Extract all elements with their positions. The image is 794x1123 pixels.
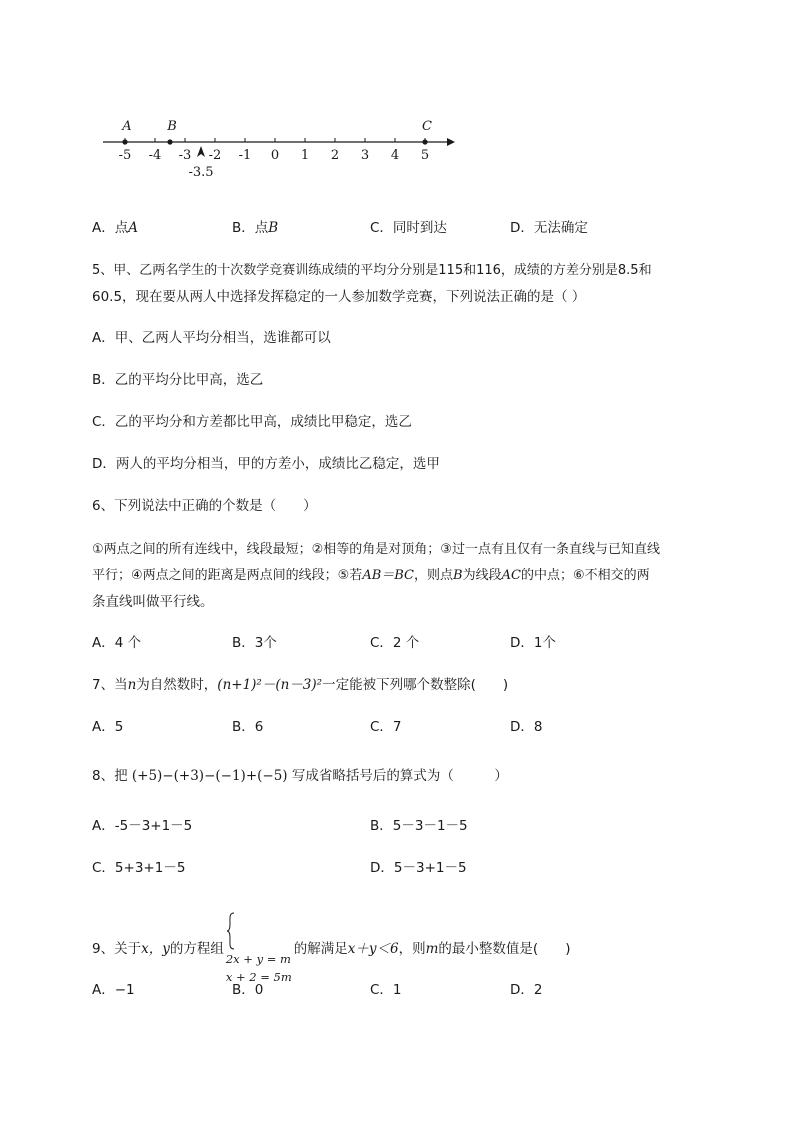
tick-label: 0 <box>270 148 280 163</box>
number-line-figure <box>95 110 455 185</box>
equation-1: 2x + y = m <box>225 952 291 966</box>
tick-label: -4 <box>148 148 162 163</box>
tick-label: 1 <box>300 148 310 163</box>
q7-option-a: A．5 <box>92 719 124 735</box>
q5-option-b: B．乙的平均分比甲高，选乙 <box>92 372 264 388</box>
axis-arrow-icon <box>447 138 455 146</box>
tick-label: -2 <box>208 148 222 163</box>
q4-option-b: B．点B <box>232 220 279 236</box>
q8-option-a: A．-5－3+1－5 <box>92 818 193 834</box>
q5-option-a: A．甲、乙两人平均分相当，选谁都可以 <box>92 330 331 346</box>
point-a-dot <box>122 139 127 144</box>
q6-body-line2: 平行；④两点之间的距离是两点间的线段；⑤若AB＝BC，则点B为线段AC的中点；⑥不相交的两 <box>92 568 650 583</box>
q7-stem: 7、当n为自然数时，(n+1)²－(n－3)²一定能被下列哪个数整除( ) <box>92 677 509 693</box>
q6-body-line3: 条直线叫做平行线。 <box>92 594 214 610</box>
equation-2: x + 2 = 5m <box>225 970 292 984</box>
q6-option-d: D．1个 <box>510 635 556 651</box>
point-b-dot <box>167 139 172 144</box>
q5-stem-line1: 5、甲、乙两名学生的十次数学竞赛训练成绩的平均分分别是115和116，成绩的方差分别是8.5和 <box>92 263 652 278</box>
q6-option-c: C．2 个 <box>370 635 420 651</box>
q5-stem-line2: 60.5，现在要从两人中选择发挥稳定的一人参加数学竞赛，下列说法正确的是（ ） <box>92 289 586 305</box>
point-b-label: B <box>167 119 177 134</box>
q8-stem: 8、把 (+5)−(+3)−(−1)+(−5) 写成省略括号后的算式为（ ） <box>92 768 508 784</box>
q6-option-a: A．4 个 <box>92 635 142 651</box>
tick-label: 5 <box>420 148 430 163</box>
tick-label: 4 <box>390 148 400 163</box>
marker-value-label: -3.5 <box>188 165 214 180</box>
left-brace-icon <box>226 912 235 950</box>
q9-stem: 9、关于x，y的方程组 2x + y = m x + 2 = 5m 的解满足x＋y＜6，则m的最小整数值是( ) <box>92 912 570 986</box>
q9-option-d: D．2 <box>510 982 543 998</box>
q4-option-a: A．点A <box>92 220 138 236</box>
q7-option-b: B．6 <box>232 719 264 735</box>
q4-option-d: D．无法确定 <box>510 220 588 236</box>
tick-label: -3 <box>178 148 192 163</box>
tick-label: 3 <box>360 148 370 163</box>
point-a-label: A <box>122 119 132 134</box>
q7-option-c: C．7 <box>370 719 402 735</box>
q6-option-b: B．3个 <box>232 635 277 651</box>
q9-option-a: A．−1 <box>92 982 135 998</box>
q5-option-c: C．乙的平均分和方差都比甲高，成绩比甲稳定，选乙 <box>92 414 412 430</box>
q4-option-c: C．同时到达 <box>370 220 447 236</box>
tick-label: -1 <box>238 148 252 163</box>
q9-option-b: B．0 <box>232 982 264 998</box>
point-c-label: C <box>422 119 432 134</box>
q5-option-d: D．两人的平均分相当，甲的方差小，成绩比乙稳定，选甲 <box>92 456 440 472</box>
tick-label: -5 <box>118 148 132 163</box>
equation-system <box>226 912 292 986</box>
q6-stem: 6、下列说法中正确的个数是（ ） <box>92 498 317 514</box>
q6-body-line1: ①两点之间的所有连线中，线段最短；②相等的角是对顶角；③过一点有且仅有一条直线与已知直线 <box>92 542 660 557</box>
up-arrow-icon <box>197 146 205 157</box>
q8-option-c: C．5+3+1－5 <box>92 860 186 876</box>
q8-option-d: D．5－3+1－5 <box>370 860 467 876</box>
q8-option-b: B．5－3－1－5 <box>370 818 468 834</box>
q9-option-c: C．1 <box>370 982 402 998</box>
point-c-dot <box>422 139 427 144</box>
tick-label: 2 <box>330 148 340 163</box>
q7-option-d: D．8 <box>510 719 543 735</box>
